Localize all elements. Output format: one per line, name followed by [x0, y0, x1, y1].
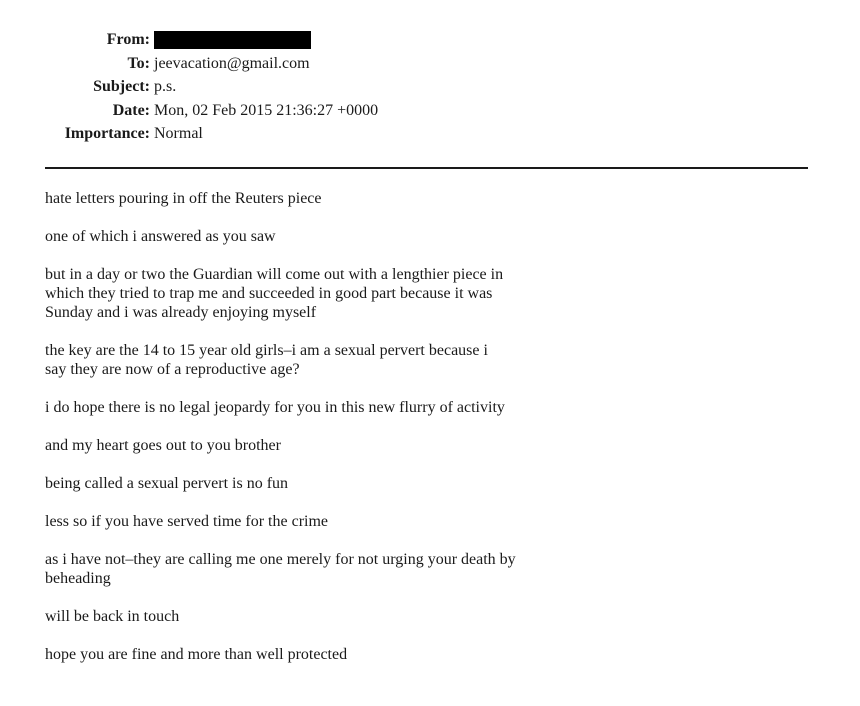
email-body — [45, 189, 565, 683]
body-paragraph: hate letters pouring in off the Reuters piece — [45, 190, 322, 207]
body-paragraph: i do hope there is no legal jeopardy for you in this new flurry of activity — [45, 399, 505, 416]
date-label: Date: — [112, 101, 150, 119]
body-paragraph: hope you are fine and more than well protected — [45, 646, 348, 663]
redacted-sender-block — [154, 31, 311, 49]
subject-row — [0, 75, 860, 99]
body-line: as i have not–they are calling me one merely for not urging your death by — [45, 551, 516, 568]
date-row — [0, 99, 860, 123]
importance-row — [0, 122, 860, 146]
body-paragraph: being called a sexual pervert is no fun — [45, 475, 289, 492]
body-line: the key are the 14 to 15 year old girls–i am a sexual pervert because i — [45, 342, 488, 359]
body-paragraph: one of which i answered as you saw — [45, 228, 276, 245]
date-value: Mon, 02 Feb 2015 21:36:27 +0000 — [154, 101, 379, 119]
from-label: From: — [106, 31, 150, 48]
body-paragraph — [45, 341, 565, 379]
to-value: jeevacation@gmail.com — [154, 54, 310, 72]
to-row — [0, 52, 860, 76]
body-paragraph — [45, 550, 565, 588]
from-row — [0, 28, 860, 52]
body-line: say they are now of a reproductive age? — [45, 361, 300, 378]
body-line: which they tried to trap me and succeeded in good part because it was — [45, 285, 493, 302]
body-line: Sunday and i was already enjoying myself — [45, 304, 317, 321]
subject-label: Subject: — [93, 78, 150, 95]
body-paragraph: less so if you have served time for the crime — [45, 513, 329, 530]
body-paragraph: and my heart goes out to you brother — [45, 437, 281, 454]
subject-value: p.s. — [154, 78, 177, 95]
body-paragraph — [45, 265, 565, 322]
body-paragraph: will be back in touch — [45, 608, 180, 625]
to-label: To: — [127, 54, 150, 72]
importance-value: Normal — [154, 125, 203, 142]
body-line: but in a day or two the Guardian will come out with a lengthier piece in — [45, 266, 504, 283]
email-header — [0, 28, 860, 146]
header-divider — [45, 167, 808, 169]
importance-label: Importance: — [64, 125, 150, 142]
body-line: beheading — [45, 570, 111, 587]
